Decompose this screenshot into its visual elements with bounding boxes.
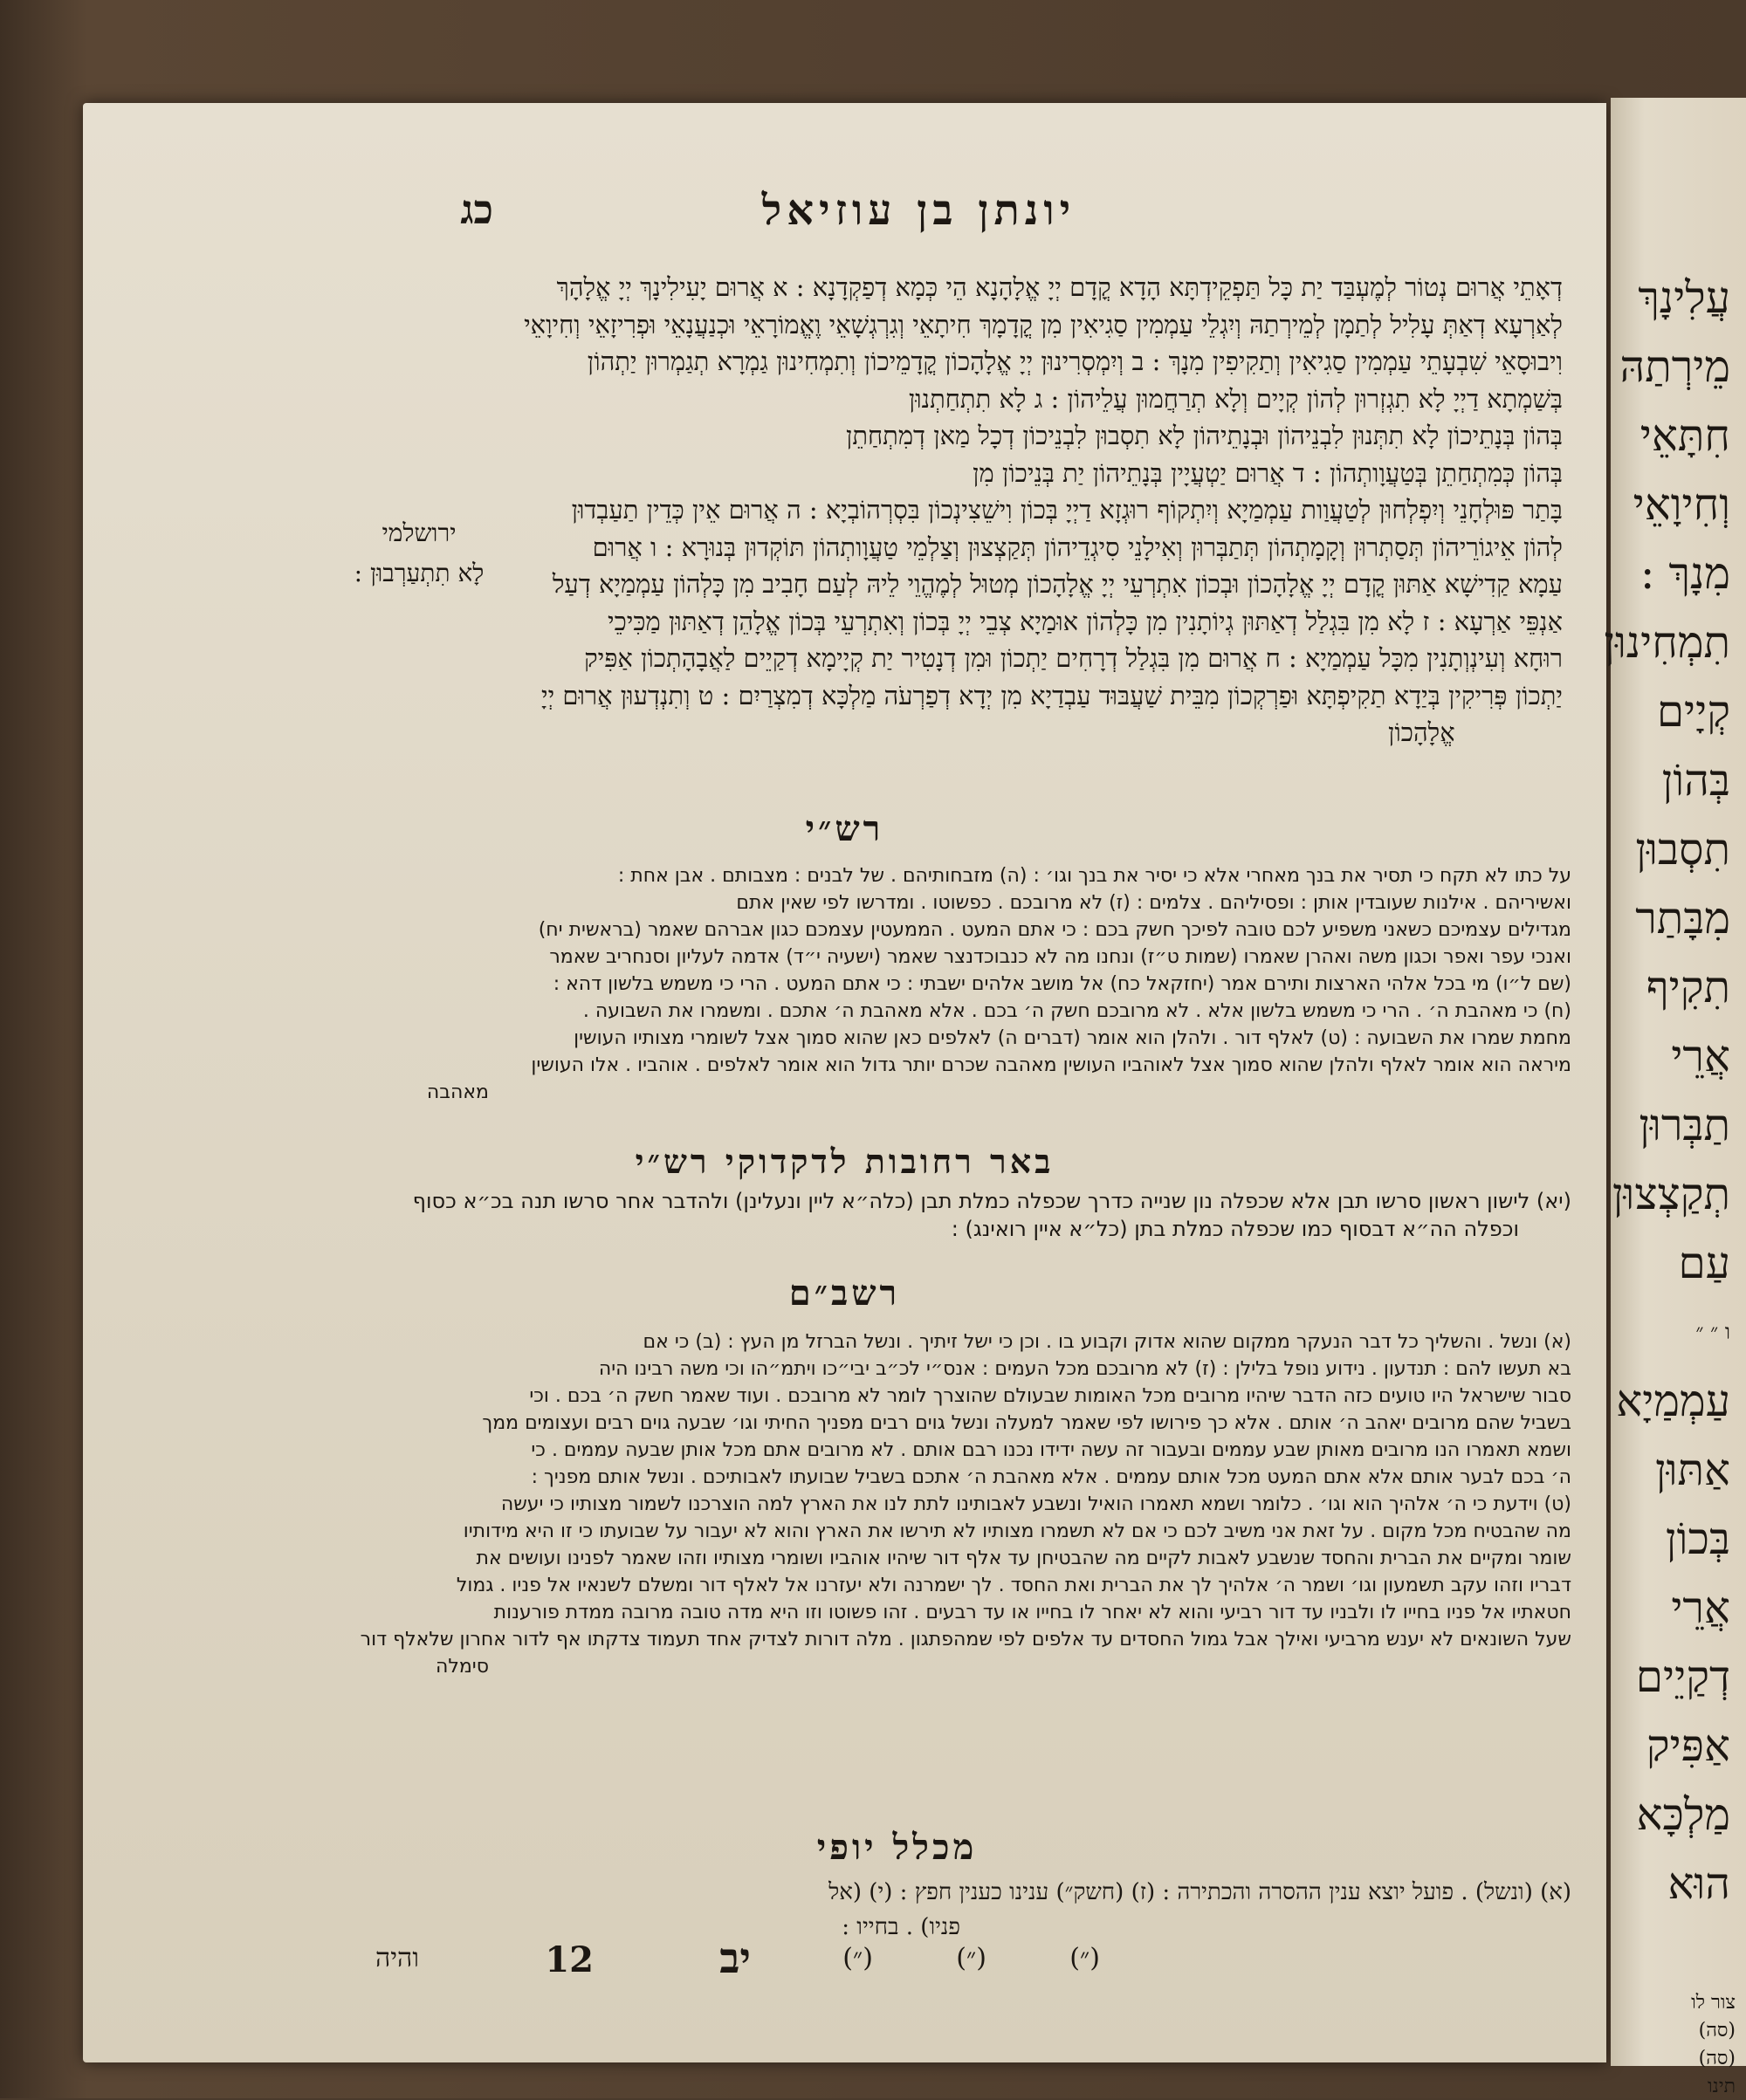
targum-line: וִיבוּסָאֵי שִׁבְעָתֵי עַמְמִין סַגִיאִין וְתַקִיפִין מִנָךְ : ב וְיִמְסְרִינוּן יְיָ אֱלָהָכוֹן קֳדָמֵיכוֹן וְתִמְחִינוּן גַמְרָא תְגַמְרוּן יַתְהוֹן <box>587 347 1563 376</box>
adjacent-line: דְקַיֵים <box>1635 1651 1730 1702</box>
yerushalmi-text: לָא תִתְעַרְבוּן : <box>354 559 485 587</box>
adjacent-line: חִתָּאֵי <box>1639 410 1730 461</box>
targum-text <box>292 269 1563 751</box>
rashbam-line: דבריו וזהו עקב תשמעון וגו׳ ושמר ה׳ אלהיך לך את הברית ואת החסד . לך ישמרנה ולא יעזרנו אל לאלף דור ומשלם לשנאיו אל פניו . גמול <box>456 1575 1571 1596</box>
targum-line: עַמָא קַדִישָׁא אַתּוּן קֳדָם יְיָ אֱלָהָכוֹן וּבְכוֹן אִתְרְעֵי יְיָ אֱלָהָכוֹן מְטוּל לְמֶהֱוֵי לֵיהּ לְעַם חָבִיב מִן כָּלְהוֹן עַמְמַיָא דְעַל <box>552 569 1563 599</box>
rashbam-line: (א) ונשל . והשליך כל דבר הנעקר ממקום שהוא אדוק וקבוע בו . וכן כי ישל זיתיך . ונשל הברזל מן העץ : (ב) כי אם <box>643 1331 1571 1353</box>
rashbam-line: בא תעשו להם : תנדעון . נידוע נופל בלילן : (ז) לא מרובכם מכל העמים : אנס״י לכ״ב יבי״כו ויתמ״הו וכי משה רבינו היה <box>598 1358 1571 1380</box>
adjacent-line: הוּא <box>1667 1858 1730 1909</box>
footnote-symbol: (״) <box>1069 1943 1100 1973</box>
adjacent-footnote: (סה) <box>1698 2048 1736 2069</box>
adjacent-line: אַתּוּן <box>1654 1445 1730 1495</box>
signature-number: 12 <box>545 1939 594 1980</box>
signature-mark: יב <box>719 1934 751 1983</box>
footnote-symbol: (״) <box>842 1943 873 1973</box>
targum-line: דְאָתֵי אֲרוּם נְטוֹר לְמֶעְבַּד יַת כָּל תַּפְקֵידְתָּא הָדָא קֳדָם יְיָ אֱלָהָנָא הֵי כְּמָא דְפַקְדָנָא : א אֲרוּם יָעִילִינָךְ יְיָ אֱלָהָךְ <box>556 272 1563 302</box>
catchline <box>345 1934 1135 1995</box>
yerushalmi-heading: ירושלמי <box>382 518 457 547</box>
adjacent-line: אַפִּיק <box>1646 1720 1730 1771</box>
adjacent-line: אֲרֵי <box>1671 1031 1730 1081</box>
beer-title: באר רחובות לדקדוקי רש״י <box>635 1142 1055 1181</box>
adjacent-line: תַבְּרוּן <box>1639 1100 1730 1150</box>
rashi-line: על כתו לא תקח כי תסיר את בנך מאחרי אלא כי יסיר את בנך וגו׳ : (ה) מזבחותיהם . של לבנים : מצבותם . אבן אחת : <box>617 865 1571 887</box>
rashbam-line: בשביל שהם מרובים יאהב ה׳ אותם . אלא כך פירושו לפי שאמר למעלה ונשל גוים רבים מפניך החיתי וגו׳ שבעה גוים רבים ועצומים ממך <box>482 1412 1571 1434</box>
adjacent-line: וְחִיוָאֵי <box>1633 479 1730 530</box>
rashbam-commentary <box>284 1328 1571 1680</box>
adjacent-line: תִמְחִינוּן <box>1604 617 1730 668</box>
targum-line: בָּתַר פּוּלְחָנֵי וְיִפְלְחוּן לְטַעֲוַות עַמְמַיָא וְיִתְקוֹף רוּגְזָא דַיְיָ בְּכוֹן וִישֵׁצִינְכוֹן בִּסְרְהוֹבְיָא : ה אֲרוּם אֵין כְּדֵין תַעַבְדוּן <box>571 495 1563 525</box>
rashi-line: מחמת שמרו את השבועה : (ט) לאלף דור . ולהלן הוא אומר (דברים ה) לאלפים כאן שהוא סמוך אצל לשומרי מצותיו העושין <box>574 1027 1571 1049</box>
rashbam-line: מה שהבטיח מכל מקום . על זאת אני משיב לכם כי אם לא תשמרו מצותיו לא תירשו את הארץ והוא לא יעבור על שבועתו כי זו היא מידותיו <box>463 1520 1571 1542</box>
targum-line: לְהוֹן אֵיגוֹרֵיהוֹן תְּסַתְרוּן וְקָמָתְהוֹן תְּתַבְּרוּן וְאִילָנֵי סִיגְדֵיהוֹן תְּקַצְצוּן וְצַלְמֵי טַעֲוָותְהוֹן תּוֹקְדוּן בְּנוּרָא : ו אֲרוּם <box>592 532 1563 562</box>
targum-line: לְאַרְעָא דְאַתְּ עָלִיל לְתַמָן לְמֵירְתַהּ וְיִגְלֵי עַמְמִין סַגִיאִין מִן קֳדָמָךְ חִיתָאֵי וְגִרְגְשָׁאֵי וֶאֱמוֹרָאֵי וּכְנַעֲנָאֵי וּפְרִיזָאֵי וְחִיוָאֵי <box>524 309 1563 340</box>
rashi-line: (ח) כי מאהבת ה׳ . הרי כי משמש בלשון אלא . לא מרובכם חשק ה׳ בכם . אלא מאהבת ה׳ אתכם . ומשמרו את השבועה . <box>582 1000 1571 1022</box>
page-title: יונתן בן עוזיאל <box>761 186 1076 235</box>
michlal-line: פניו) . בחייו : <box>842 1914 960 1940</box>
adjacent-line: עֲלִינָךְ <box>1638 272 1730 323</box>
beer-commentary <box>284 1187 1571 1243</box>
adjacent-footnote: (סה) <box>1698 2020 1736 2042</box>
rashi-commentary <box>284 862 1571 1106</box>
adjacent-line: ו ״ ״ <box>1695 1320 1730 1344</box>
adjacent-line: תְקַצְצוּן <box>1612 1169 1730 1219</box>
adjacent-footnote: תינו <box>1708 2076 1736 2097</box>
adjacent-line: תִסְבוּן <box>1635 824 1730 875</box>
adjacent-line: אֲרֵי <box>1671 1582 1730 1633</box>
rashbam-line: ה׳ בכם לבער אותם אלא אתם המעט מכל אותם עממים . אלא מאהבת ה׳ אתכם בשביל שבועתו לאבותיכם . ונשל אותם מפניך : <box>531 1466 1571 1488</box>
footnote-symbol: (״) <box>956 1943 986 1973</box>
rashbam-line: (ט) וידעת כי ה׳ אלהיך הוא וגו׳ . כלומר ושמא תאמרו הואיל ונשבע לאבותינו לתת לנו את הארץ למה הוצרכנו לשמור מצותיו כי יעשה <box>500 1493 1571 1515</box>
yerushalmi-note <box>288 513 550 594</box>
adjacent-footnote: צור לו <box>1691 1992 1736 2014</box>
adjacent-line: תִקִיף <box>1646 962 1730 1012</box>
rashi-line: ואנכי עפר ואפר וכגון משה ואהרן שאמרו (שמות ט״ז) ונחנו מה לא כנבוכדנצר שאמר (ישעיה י״ד) אדמה לעליון וסנחריב שאמר <box>549 946 1571 968</box>
rashbam-title: רשב״ם <box>788 1273 901 1314</box>
beer-line: (יא) לישון ראשון סרשו תבן אלא שכפלה נון שנייה כדרך שכפלה כמלת תבן (כלה״א ליין ונעלינן) ולהדבר אחר סרשו תנה בכ״א כסוף <box>412 1189 1571 1213</box>
rashi-line: מיראה הוא אומר לאלף ולהלן שהוא סמוך אצל לאוהביו העושין מאהבה שכרם יותר גדול הוא אומר לאלפים . אוהביו . אלו העושין <box>531 1054 1571 1076</box>
michlal-title: מכלל יופי <box>816 1827 978 1868</box>
rashi-line: (שם ל״ו) מי בכל אלהי הארצות ותירם אמר (יחזקאל כח) אל מושב אלהים ישבתי : כי אתם המעט . הרי כי משמש בלשון דהא : <box>553 973 1571 995</box>
beer-line: וכפלה הה״א דבסוף כמו שכפלה כמלת בתן (כל״א איין רואינג) : <box>951 1217 1519 1241</box>
targum-line: רוּחָא וְעִינְוְתָנִין מִכָּל עַמְמַיָא : ח אֲרוּם מִן בִּגְלַל דְרָחִים יַתְכוֹן וּמִן דְנָטִיר יַת קְיָימָא דְקַיֵים לַאֲבָהָתְכוֹן אַפִּיק <box>584 643 1563 673</box>
custos-word: והיה <box>375 1943 419 1973</box>
adjacent-line: בְּכוֹן <box>1665 1513 1730 1564</box>
book-page <box>83 103 1606 2062</box>
adjacent-line: מַלְכָּא <box>1636 1789 1730 1840</box>
rashbam-line: חטאתיו אל פניו בחייו לו ולבניו עד דור רביעי והוא לא יאחר לו בחייו או עד רבעים . זהו פשוטו וזו היא מדה טובה מרובה ממדת פורענות <box>493 1602 1571 1623</box>
targum-line: יַתְכוֹן פְּרִיקִין בְּיַדָא תַקִיפְתָּא וּפַרְקְכוֹן מִבֵּית שַׁעֲבּוּד עַבְדַיָא מִן יְדָא דְפַרְעֹה מַלְכָּא דְמִצְרַיִם : ט וְתִנְדְעוּן אֲרוּם יְיָ <box>540 680 1563 710</box>
targum-line: בְּהוֹן כְּמִתְחַתֵן בְּטַעֲוָותְהוֹן : ד אֲרוּם יַטְעֲיָין בְּנָתֵיהוֹן יַת בְּנֵיכוֹן מִן <box>973 457 1563 488</box>
targum-line: בְּהוֹן בְּנָתֵיכוֹן לָא תִתְּנוּן לִבְנֵיהוֹן וּבְנָתֵיהוֹן לָא תִסְבוּן לִבְנֵיכוֹן דְכָל מַאן דְמִתְחַתֵן <box>845 421 1563 450</box>
targum-line: בְּשַׁמְתָא דַיְיָ לָא תִגְזְרוּן לְהוֹן קְיָים וְלָא תְרַחֲמוּן עֲלֵיהוֹן : ג לָא תִתְחַתְנוּן <box>908 383 1563 414</box>
rashi-title: רש״י <box>805 808 884 849</box>
rashbam-line: סבור שישראל היו טועים כזה הדבר שיהיו מרובים מכל האומות שבעולם שהוצרך לומר לא מרובכם . ועוד שאמר חשק ה׳ בכם . וכי <box>529 1385 1571 1407</box>
rashbam-line: שעל השונאים לא יענש מרביעי ואילך אבל גמול החסדים עד אלפים לפי שמהפתגון . מלה דורות לצדיק אחד תעמוד צדקתו אף לדור אחרון שלאלף דור <box>360 1629 1571 1650</box>
adjacent-line: בְּהוֹן <box>1661 755 1730 806</box>
rashi-line: מאהבה <box>426 1081 489 1103</box>
adjacent-line: עַם <box>1678 1238 1730 1288</box>
adjacent-line: מִנָךְ : <box>1639 548 1730 599</box>
michlal-commentary <box>284 1875 1571 1945</box>
adjacent-line: קְיָים <box>1656 686 1730 737</box>
adjacent-page-edge <box>1604 98 1746 2097</box>
adjacent-line: מִבָּתַר <box>1635 893 1730 944</box>
targum-line: אַנְפֵּי אַרְעָא : ז לָא מִן בִּגְלַל דְאַתּוּן גְיוֹתָנִין מִן כָּלְהוֹן אוּמַיָא צְבֵי יְיָ בְּכוֹן וְאִתְרְעֵי בְּכוֹן אֱלָהֵן דְאַתּוּן מַכִּיכֵי <box>607 606 1563 636</box>
adjacent-line: מֵירְתַהּ <box>1619 341 1730 392</box>
rashbam-line: ושמא תאמרו הנו מרובים מאותן שבע עממים ובעבור זה עשה ידידו נכנו רבם אותם . לא מרובים אתם מכל אותן שבעה עממים . כי <box>531 1439 1571 1461</box>
targum-line: אֱלָהָכוֹן <box>1388 717 1455 747</box>
adjacent-line: עַמְמַיָא <box>1616 1376 1730 1426</box>
running-header <box>83 186 1606 256</box>
rashbam-line: סימלה <box>435 1656 489 1678</box>
rashi-line: ואשיריהם . אילנות שעובדין אותן : ופסיליהם . צלמים : (ז) לא מרובכם . כפשוטו . ומדרשו לפי שאין אתם <box>736 892 1571 914</box>
page-number: כג <box>460 186 493 233</box>
rashbam-line: שומר ומקיים את הברית והחסד שנשבע לאבות לקיים מה שהבטיחן עד אלף דור שיהיו אוהביו ושומרי מצותיו וזהו שאמר לפנינו ועושים את <box>476 1548 1571 1569</box>
michlal-line: (א) (ונשל) . פועל יוצא ענין ההסרה והכתירה : (ז) (חשק״) ענינו כענין חפץ : (י) (אל <box>828 1879 1571 1905</box>
rashi-line: מגדילים עצמיכם כשאני משפיע לכם טובה לפיכך חשק בכם : כי אתם המעט . הממעטין עצמכם כגון אברהם שאמר (בראשית יח) <box>538 919 1571 941</box>
